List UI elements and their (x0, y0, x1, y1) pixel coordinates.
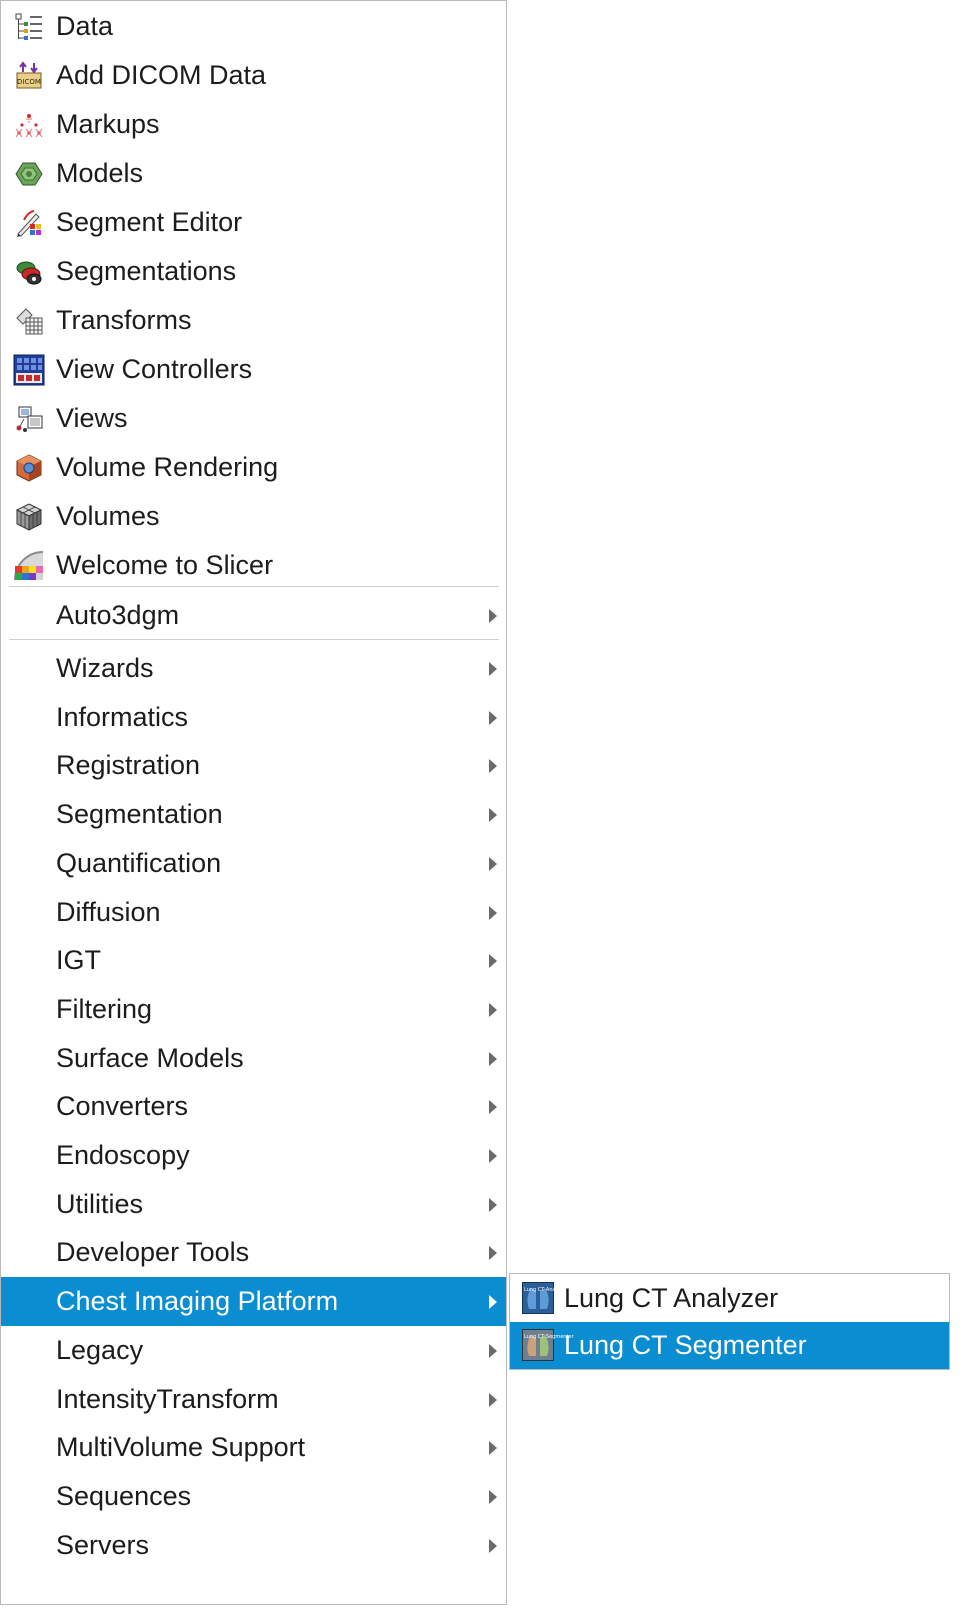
menu-item-view-controllers[interactable] (1, 345, 506, 394)
menu-item-volumes[interactable] (1, 492, 506, 541)
menu-item-label: Welcome to Slicer (56, 550, 274, 580)
menu-item-label: Data (56, 11, 114, 41)
dicom-icon (13, 60, 45, 92)
view-controllers-icon (13, 354, 45, 386)
menu-item-label: Segment Editor (56, 207, 243, 237)
menu-separator (9, 639, 499, 640)
submenu-arrow-icon (489, 954, 497, 968)
submenu-arrow-icon (489, 1149, 497, 1163)
menu-item-label: Chest Imaging Platform (56, 1286, 339, 1317)
menu-item-label: Auto3dgm (56, 600, 180, 630)
menu-item-label: Volumes (56, 501, 160, 531)
submenu-arrow-icon (489, 1295, 497, 1309)
volume-rendering-icon (13, 452, 45, 484)
menu-item-filtering[interactable] (1, 985, 506, 1034)
submenu-arrow-icon (489, 1490, 497, 1504)
submenu-arrow-icon (489, 1246, 497, 1260)
submenu-item-lung-ct-segmenter[interactable] (510, 1322, 949, 1369)
lung-ct-segmenter-icon (522, 1329, 574, 1361)
submenu-arrow-icon (489, 906, 497, 920)
menu-separator (9, 586, 499, 587)
menu-item-label: Utilities (56, 1188, 144, 1219)
menu-item-label: Wizards (56, 653, 154, 683)
menu-item-label: Markups (56, 109, 160, 139)
menu-item-label: Volume Rendering (56, 452, 279, 482)
menu-item-add-dicom-data[interactable] (1, 51, 506, 100)
menu-item-segmentation[interactable] (1, 790, 506, 839)
volumes-icon (13, 501, 45, 533)
menu-item-igt[interactable] (1, 936, 506, 985)
menu-item-label: Views (56, 403, 128, 433)
submenu-arrow-icon (489, 857, 497, 871)
markups-icon (13, 109, 45, 141)
menu-item-endoscopy[interactable] (1, 1131, 506, 1180)
menu-item-label: IntensityTransform (56, 1383, 279, 1414)
menu-item-label: Models (56, 158, 144, 188)
menu-item-diffusion[interactable] (1, 888, 506, 937)
menu-item-multivolume-support[interactable] (1, 1423, 506, 1472)
segmentations-icon (13, 256, 45, 288)
menu-item-data[interactable] (1, 2, 506, 51)
submenu-arrow-icon (489, 1539, 497, 1553)
menu-item-quantification[interactable] (1, 839, 506, 888)
menu-item-label: Segmentations (56, 256, 237, 286)
menu-item-segmentations[interactable] (1, 247, 506, 296)
menu-item-welcome-to-slicer[interactable] (1, 541, 506, 590)
menu-item-markups[interactable] (1, 100, 506, 149)
menu-item-label: MultiVolume Support (56, 1432, 306, 1463)
menu-item-segment-editor[interactable] (1, 198, 506, 247)
menu-item-label: Endoscopy (56, 1140, 190, 1170)
menu-item-volume-rendering[interactable] (1, 443, 506, 492)
menu-item-registration[interactable] (1, 741, 506, 790)
menu-item-auto3dgm[interactable] (1, 591, 506, 640)
submenu-arrow-icon (489, 1003, 497, 1017)
menu-item-label: Segmentation (56, 799, 223, 830)
submenu-arrow-icon (489, 1052, 497, 1066)
views-icon (13, 403, 45, 435)
menu-item-intensitytransform[interactable] (1, 1375, 506, 1424)
icon-text: Lung CT Analyzer (524, 1287, 568, 1293)
submenu-item-label: Lung CT Segmenter (564, 1330, 807, 1360)
models-icon (13, 158, 45, 190)
submenu-item-lung-ct-analyzer[interactable] (510, 1275, 949, 1322)
menu-item-label: Legacy (56, 1334, 144, 1365)
menu-item-views[interactable] (1, 394, 506, 443)
menu-item-models[interactable] (1, 149, 506, 198)
menu-item-transforms[interactable] (1, 296, 506, 345)
submenu-arrow-icon (489, 1344, 497, 1358)
menu-item-label: IGT (56, 945, 101, 976)
submenu-arrow-icon (489, 711, 497, 725)
data-tree-icon (13, 11, 45, 43)
submenu-arrow-icon (489, 808, 497, 822)
submenu-arrow-icon (489, 759, 497, 773)
submenu-arrow-icon (489, 609, 497, 623)
menu-item-label: Add DICOM Data (56, 60, 267, 90)
segment-editor-icon (13, 207, 45, 239)
menu-item-label: Filtering (56, 993, 153, 1024)
menu-item-chest-imaging-platform[interactable] (1, 1277, 506, 1326)
menu-item-label: Surface Models (56, 1042, 244, 1073)
menu-item-label: Converters (56, 1091, 189, 1122)
submenu-item-label: Lung CT Analyzer (564, 1283, 779, 1313)
menu-item-sequences[interactable] (1, 1472, 506, 1521)
menu-item-label: Developer Tools (56, 1237, 250, 1268)
menu-item-label: Diffusion (56, 896, 161, 927)
menu-item-label: Informatics (56, 701, 189, 732)
menu-item-informatics[interactable] (1, 693, 506, 742)
chest-imaging-platform-submenu (509, 1273, 950, 1370)
menu-item-label: Sequences (56, 1480, 192, 1511)
menu-item-label: Quantification (56, 847, 222, 878)
menu-item-servers[interactable] (1, 1521, 506, 1570)
submenu-arrow-icon (489, 1441, 497, 1455)
menu-item-utilities[interactable] (1, 1180, 506, 1229)
lung-ct-analyzer-icon (522, 1282, 568, 1314)
menu-item-legacy[interactable] (1, 1326, 506, 1375)
icon-text: Lung CT Segmenter (524, 1334, 574, 1340)
menu-item-label: View Controllers (56, 354, 253, 384)
menu-item-label: Servers (56, 1529, 150, 1560)
submenu-arrow-icon (489, 1198, 497, 1212)
submenu-arrow-icon (489, 1393, 497, 1407)
menu-item-developer-tools[interactable] (1, 1228, 506, 1277)
submenu-arrow-icon (489, 662, 497, 676)
menu-item-label: Registration (56, 750, 201, 781)
menu-item-wizards[interactable] (1, 644, 506, 693)
menu-item-label: Transforms (56, 305, 192, 335)
svg-text:DICOM: DICOM (17, 78, 41, 86)
submenu-arrow-icon (489, 1100, 497, 1114)
menu-item-surface-models[interactable] (1, 1034, 506, 1083)
menu-item-converters[interactable] (1, 1082, 506, 1131)
welcome-icon (13, 550, 45, 582)
transforms-icon (13, 305, 45, 337)
